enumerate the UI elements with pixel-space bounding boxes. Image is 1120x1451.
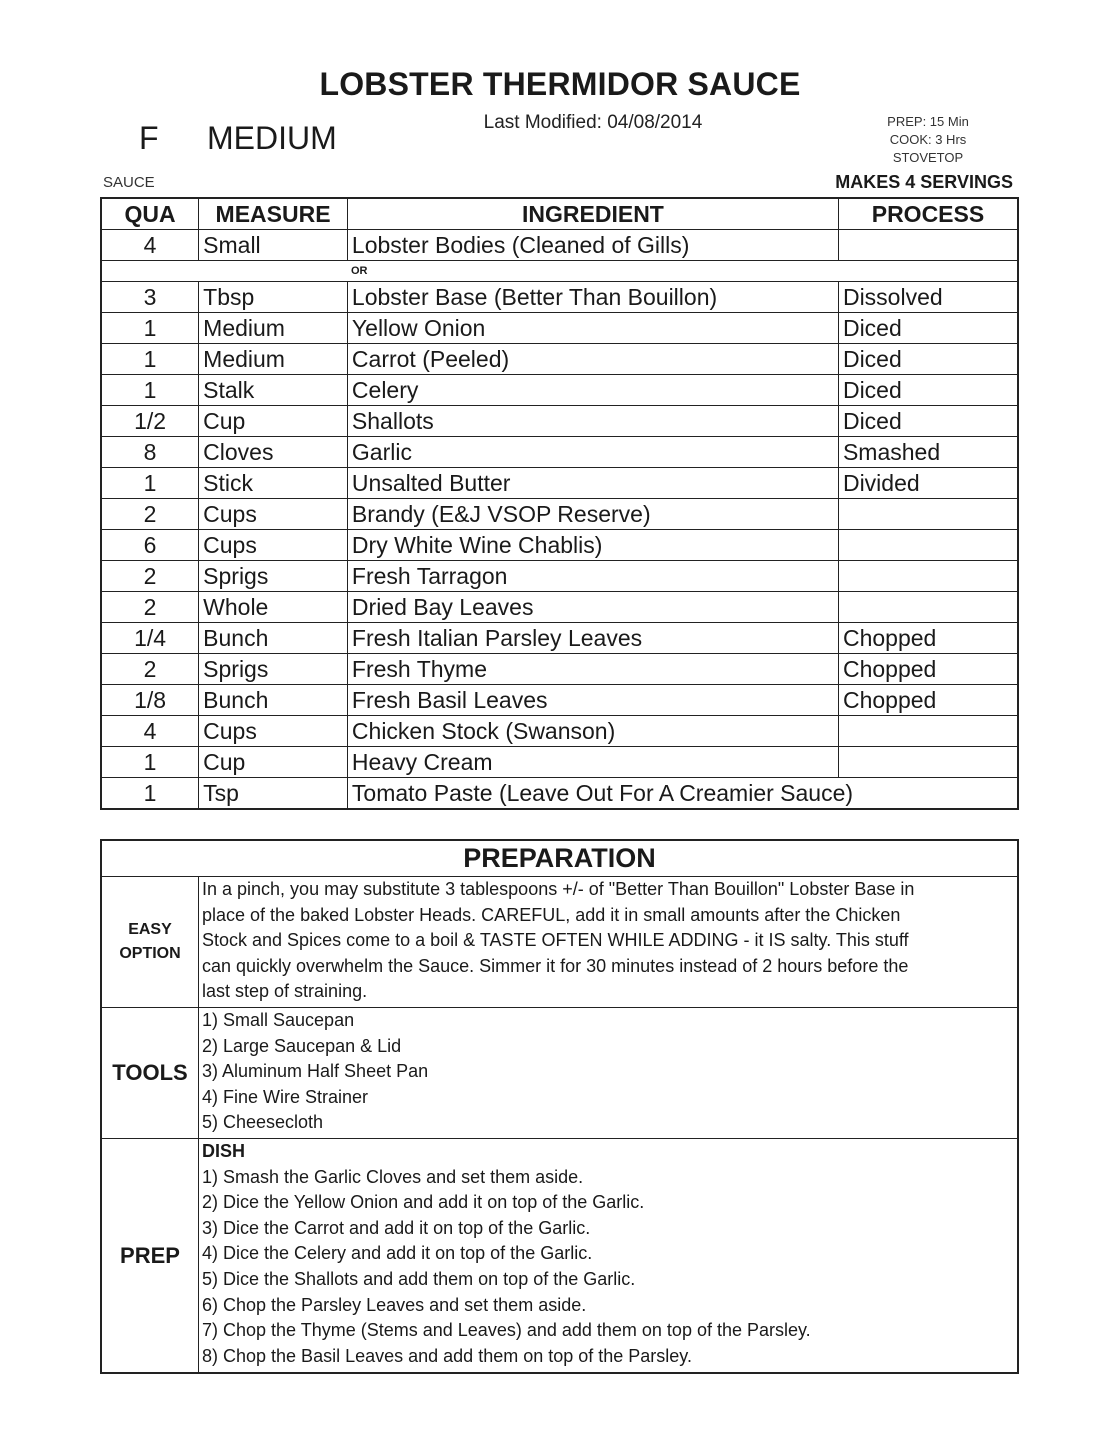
ingredient-name: Garlic [347, 437, 838, 468]
recipe-grade: F [139, 120, 159, 156]
easy-option-label-line: EASY [128, 921, 172, 938]
tools-label: TOOLS [101, 1008, 199, 1139]
ingredient-name: Carrot (Peeled) [347, 344, 838, 375]
easy-option-line: last step of straining. [202, 981, 368, 1002]
tool-item: 4) Fine Wire Strainer [202, 1086, 369, 1107]
ingredient-quantity: 2 [101, 654, 199, 685]
ingredient-process: Chopped [838, 623, 1018, 654]
tools-row [101, 1008, 1018, 1139]
ingredient-row [101, 623, 1018, 654]
column-header-process: PROCESS [838, 198, 1018, 230]
ingredient-process: Diced [838, 375, 1018, 406]
ingredient-name: Brandy (E&J VSOP Reserve) [347, 499, 838, 530]
or-separator-row [101, 261, 1018, 282]
prep-step: 8) Chop the Basil Leaves and add them on top of the Parsley. [202, 1345, 692, 1366]
tool-item: 3) Aluminum Half Sheet Pan [202, 1061, 429, 1082]
ingredient-name: Shallots [347, 406, 838, 437]
ingredient-measure: Stalk [199, 375, 348, 406]
ingredient-name: Lobster Base (Better Than Bouillon) [347, 282, 838, 313]
easy-option-label-line: OPTION [119, 945, 181, 962]
easy-option-label [101, 877, 199, 1008]
prep-steps [199, 1139, 1019, 1374]
ingredient-process: Dissolved [838, 282, 1018, 313]
ingredient-quantity: 1/2 [101, 406, 199, 437]
ingredient-quantity: 6 [101, 530, 199, 561]
ingredient-row [101, 530, 1018, 561]
ingredient-row [101, 313, 1018, 344]
ingredient-name: Lobster Bodies (Cleaned of Gills) [347, 230, 838, 261]
ingredient-row [101, 778, 1018, 810]
ingredient-process: Divided [838, 468, 1018, 499]
tools-list [199, 1008, 1019, 1139]
easy-option-line: can quickly overwhelm the Sauce. Simmer it for 30 minutes instead of 2 hours before the [202, 955, 909, 976]
ingredient-measure: Cloves [199, 437, 348, 468]
ingredients-header-row [101, 198, 1018, 230]
ingredient-measure: Cups [199, 499, 348, 530]
ingredient-process [838, 499, 1018, 530]
ingredient-quantity: 1/8 [101, 685, 199, 716]
ingredient-process [838, 716, 1018, 747]
prep-step: 4) Dice the Celery and add it on top of the Garlic. [202, 1243, 593, 1264]
ingredient-measure: Tsp [199, 778, 348, 810]
ingredient-row [101, 344, 1018, 375]
ingredient-row [101, 561, 1018, 592]
ingredient-quantity: 4 [101, 716, 199, 747]
ingredient-process: Diced [838, 344, 1018, 375]
ingredient-row [101, 716, 1018, 747]
prep-step: 5) Dice the Shallots and add them on top of the Garlic. [202, 1268, 636, 1289]
ingredient-quantity: 1 [101, 344, 199, 375]
ingredient-name: Chicken Stock (Swanson) [347, 716, 838, 747]
ingredient-name: Dry White Wine Chablis) [347, 530, 838, 561]
prep-step: 6) Chop the Parsley Leaves and set them aside. [202, 1294, 587, 1315]
ingredient-quantity: 1 [101, 747, 199, 778]
ingredient-row [101, 654, 1018, 685]
tool-item: 1) Small Saucepan [202, 1010, 355, 1030]
cook-time: COOK: 3 Hrs [889, 132, 967, 147]
ingredient-measure: Bunch [199, 623, 348, 654]
ingredient-row [101, 468, 1018, 499]
ingredient-process [838, 230, 1018, 261]
ingredients-body [101, 230, 1018, 810]
ingredient-name: Celery [347, 375, 838, 406]
recipe-title: LOBSTER THERMIDOR SAUCE [319, 66, 801, 102]
preparation-table [100, 839, 1019, 1374]
ingredient-measure: Medium [199, 313, 348, 344]
prep-step: 3) Dice the Carrot and add it on top of the Garlic. [202, 1217, 591, 1238]
tool-item: 2) Large Saucepan & Lid [202, 1035, 402, 1056]
ingredient-quantity: 2 [101, 499, 199, 530]
ingredient-measure: Cup [199, 747, 348, 778]
easy-option-row [101, 877, 1018, 1008]
ingredient-name: Fresh Tarragon [347, 561, 838, 592]
ingredient-name: Unsalted Butter [347, 468, 838, 499]
ingredient-quantity: 1 [101, 375, 199, 406]
tool-item: 5) Cheesecloth [202, 1112, 324, 1133]
ingredients-table [100, 197, 1019, 810]
ingredient-measure: Whole [199, 592, 348, 623]
ingredient-name: Heavy Cream [347, 747, 838, 778]
ingredient-row [101, 685, 1018, 716]
ingredient-quantity: 1 [101, 778, 199, 810]
ingredient-measure: Cups [199, 530, 348, 561]
ingredient-name: Fresh Basil Leaves [347, 685, 838, 716]
ingredient-process: Diced [838, 406, 1018, 437]
easy-option-text [199, 877, 1019, 1008]
ingredient-measure: Sprigs [199, 561, 348, 592]
ingredient-process: Smashed [838, 437, 1018, 468]
ingredient-measure: Bunch [199, 685, 348, 716]
ingredient-row [101, 437, 1018, 468]
ingredient-process [838, 592, 1018, 623]
timing-info [868, 113, 988, 167]
ingredient-row [101, 592, 1018, 623]
ingredient-measure: Cup [199, 406, 348, 437]
ingredient-measure: Tbsp [199, 282, 348, 313]
column-header-ingredient: INGREDIENT [347, 198, 838, 230]
ingredient-name: Fresh Italian Parsley Leaves [347, 623, 838, 654]
ingredient-quantity: 2 [101, 561, 199, 592]
ingredient-quantity: 3 [101, 282, 199, 313]
easy-option-line: place of the baked Lobster Heads. CAREFUL, add it in small amounts after the Chicken [202, 904, 901, 925]
difficulty-level: MEDIUM [207, 120, 337, 156]
ingredient-row [101, 747, 1018, 778]
ingredient-quantity: 1 [101, 468, 199, 499]
ingredient-process: Chopped [838, 654, 1018, 685]
ingredient-row [101, 230, 1018, 261]
last-modified-date: Last Modified: 04/08/2014 [483, 112, 703, 133]
ingredient-quantity: 2 [101, 592, 199, 623]
ingredient-row [101, 499, 1018, 530]
prep-step: 2) Dice the Yellow Onion and add it on top of the Garlic. [202, 1192, 645, 1213]
preparation-heading: PREPARATION [101, 840, 1018, 877]
prep-label: PREP [101, 1139, 199, 1374]
ingredient-process [838, 530, 1018, 561]
cook-method: STOVETOP [892, 150, 964, 165]
prep-row [101, 1139, 1018, 1374]
recipe-category: SAUCE [103, 174, 155, 191]
prep-subheading: DISH [202, 1141, 246, 1161]
prep-step: 1) Smash the Garlic Cloves and set them aside. [202, 1166, 584, 1187]
ingredient-process [838, 747, 1018, 778]
column-header-qua: QUA [101, 198, 199, 230]
ingredient-measure: Medium [199, 344, 348, 375]
ingredient-quantity: 4 [101, 230, 199, 261]
ingredient-row [101, 375, 1018, 406]
prep-time: PREP: 15 Min [887, 114, 969, 129]
prep-step: 7) Chop the Thyme (Stems and Leaves) and add them on top of the Parsley. [202, 1320, 811, 1341]
ingredient-measure: Cups [199, 716, 348, 747]
servings-count: MAKES 4 SERVINGS [835, 172, 1013, 192]
ingredient-name: Dried Bay Leaves [347, 592, 838, 623]
ingredient-process: Diced [838, 313, 1018, 344]
ingredient-row [101, 406, 1018, 437]
ingredient-name: Fresh Thyme [347, 654, 838, 685]
ingredient-quantity: 1 [101, 313, 199, 344]
ingredient-row [101, 282, 1018, 313]
easy-option-line: In a pinch, you may substitute 3 tablespoons +/- of "Better Than Bouillon" Lobster Base in [202, 879, 915, 899]
column-header-measure: MEASURE [199, 198, 348, 230]
easy-option-line: Stock and Spices come to a boil & TASTE OFTEN WHILE ADDING - it IS salty. This stuff [202, 930, 909, 951]
or-separator: OR [101, 261, 1018, 282]
ingredient-quantity: 8 [101, 437, 199, 468]
ingredient-process [838, 561, 1018, 592]
ingredient-name: Tomato Paste (Leave Out For A Creamier Sauce) [347, 778, 1018, 810]
ingredient-measure: Stick [199, 468, 348, 499]
ingredient-name: Yellow Onion [347, 313, 838, 344]
ingredient-quantity: 1/4 [101, 623, 199, 654]
ingredient-measure: Small [199, 230, 348, 261]
ingredient-process: Chopped [838, 685, 1018, 716]
ingredient-measure: Sprigs [199, 654, 348, 685]
